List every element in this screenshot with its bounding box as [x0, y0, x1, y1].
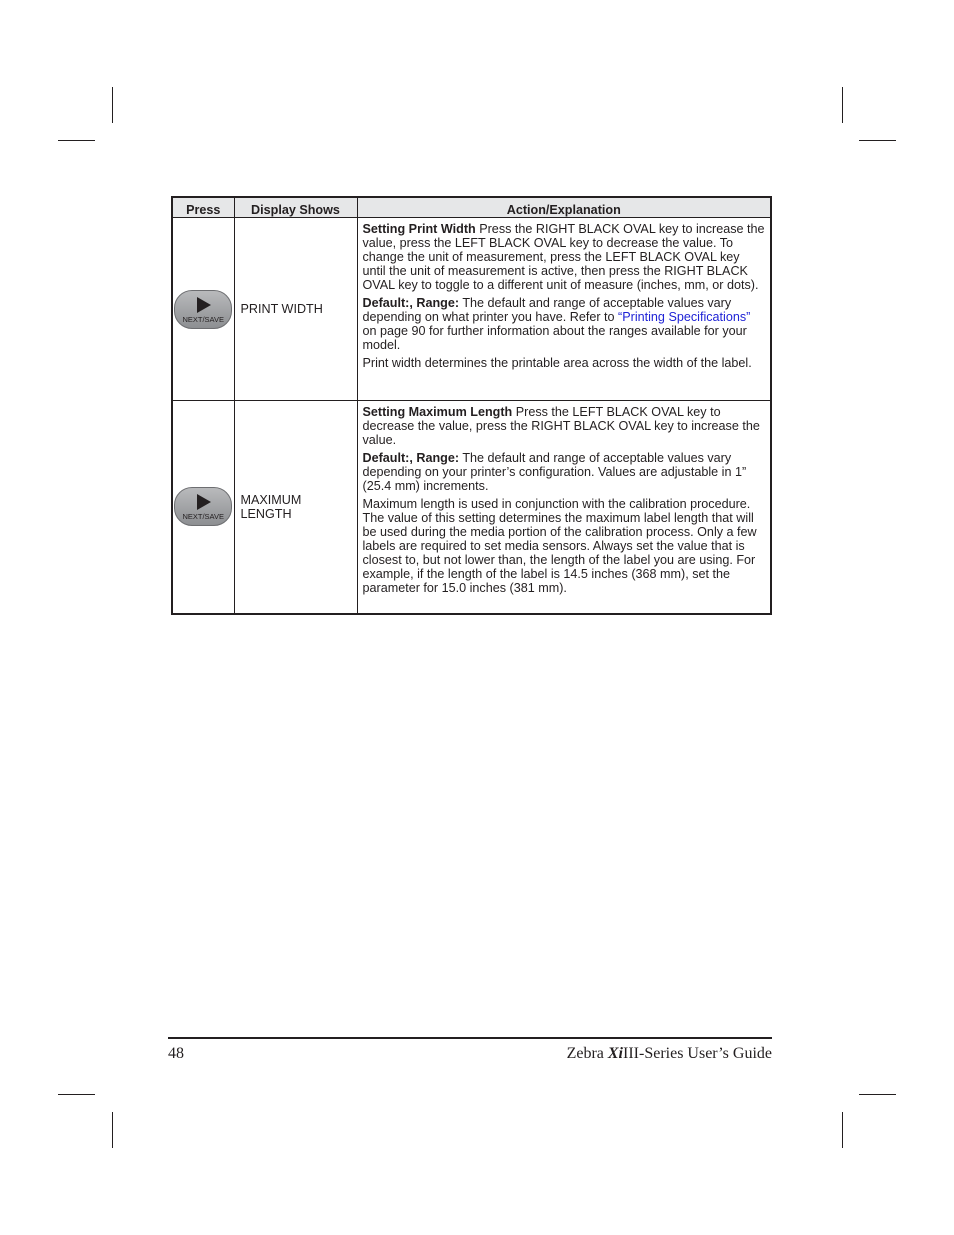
display-shows-cell [234, 218, 357, 401]
table-header-row [172, 197, 771, 218]
action-cell [357, 218, 771, 401]
crop-mark-top-left-horizontal [58, 140, 95, 141]
display-shows-cell [234, 401, 357, 614]
paragraph-default-range [363, 451, 767, 493]
guide-suffix: III-Series User’s Guide [623, 1045, 772, 1062]
action-cell [357, 401, 771, 614]
setting-title: Setting Maximum Length [362, 405, 513, 419]
play-arrow-icon [197, 494, 211, 510]
default-range-text: The default and range of acceptable values vary depending on your printer’s configuration. Values are adjustable in 1” (25.4 mm) increments. [362, 451, 747, 493]
default-range-text: The default and range of acceptable values vary depending on what printer you have. Refer to [362, 296, 732, 324]
guide-brand: Xi [607, 1045, 623, 1062]
crop-mark-top-right-horizontal [859, 140, 896, 141]
header-action-explanation: Action/Explanation [357, 197, 771, 218]
crop-mark-bottom-left-horizontal [58, 1094, 95, 1095]
paragraph-default-range [363, 296, 767, 352]
guide-prefix: Zebra [566, 1045, 608, 1062]
press-cell [172, 218, 234, 401]
key-label: NEXT/SAVE [182, 314, 225, 324]
paragraph-description [363, 356, 767, 370]
table-row-print-width [172, 218, 771, 401]
printing-specifications-link[interactable]: “Printing Specifications” [618, 310, 751, 324]
crop-mark-top-right-vertical [842, 87, 843, 123]
page-number: 48 [168, 1045, 184, 1062]
paragraph-setting [363, 405, 767, 447]
default-range-title: Default:, Range: [362, 451, 460, 465]
header-display-shows: Display Shows [234, 197, 357, 218]
next-save-key-icon [174, 487, 232, 526]
description-text: Print width determines the printable area across the width of the label. [362, 356, 752, 370]
crop-mark-bottom-right-vertical [842, 1112, 843, 1148]
description-text: Maximum length is used in conjunction with the calibration procedure. The value of this setting determines the maximum label length that will be used during the media portion of the calibration process. Only a few labels are required to set media sensors. Always set the value that is closest to, but not lower than, the length of the label you are using. For example, if the length of the label is 14.5 inches (368 mm), set the parameter for 15.0 inches (381 mm). [362, 497, 757, 595]
next-save-key-icon [174, 290, 232, 329]
setting-title: Setting Print Width [362, 222, 476, 236]
play-arrow-icon [197, 297, 211, 313]
crop-mark-bottom-right-horizontal [859, 1094, 896, 1095]
crop-mark-top-left-vertical [112, 87, 113, 123]
header-press: Press [172, 197, 234, 218]
footer-rule [168, 1037, 772, 1039]
setting-text: Press the RIGHT BLACK OVAL key to increase the value, press the LEFT BLACK OVAL key to decrease the value. To change the unit of measurement, press the LEFT BLACK OVAL key until the unit of measurement is active, then press the RIGHT BLACK OVAL key to toggle to a different unit of measure (inches, mm, or dots). [362, 222, 765, 292]
crop-mark-bottom-left-vertical [112, 1112, 113, 1148]
table-row-maximum-length [172, 401, 771, 614]
display-text-line2: LENGTH [240, 506, 292, 521]
settings-table [171, 196, 772, 615]
guide-title [567, 1045, 772, 1063]
key-label: NEXT/SAVE [182, 512, 225, 522]
setting-text: Press the LEFT BLACK OVAL key to decrease the value, press the RIGHT BLACK OVAL key to increase the value. [362, 405, 760, 447]
display-text-line1: MAXIMUM [240, 492, 302, 507]
default-range-text-cont: on page 90 for further information about the ranges available for your model. [362, 324, 747, 352]
paragraph-description [363, 497, 767, 595]
press-cell [172, 401, 234, 614]
paragraph-setting [363, 222, 767, 292]
display-text: PRINT WIDTH [240, 302, 323, 316]
default-range-title: Default:, Range: [362, 296, 460, 310]
